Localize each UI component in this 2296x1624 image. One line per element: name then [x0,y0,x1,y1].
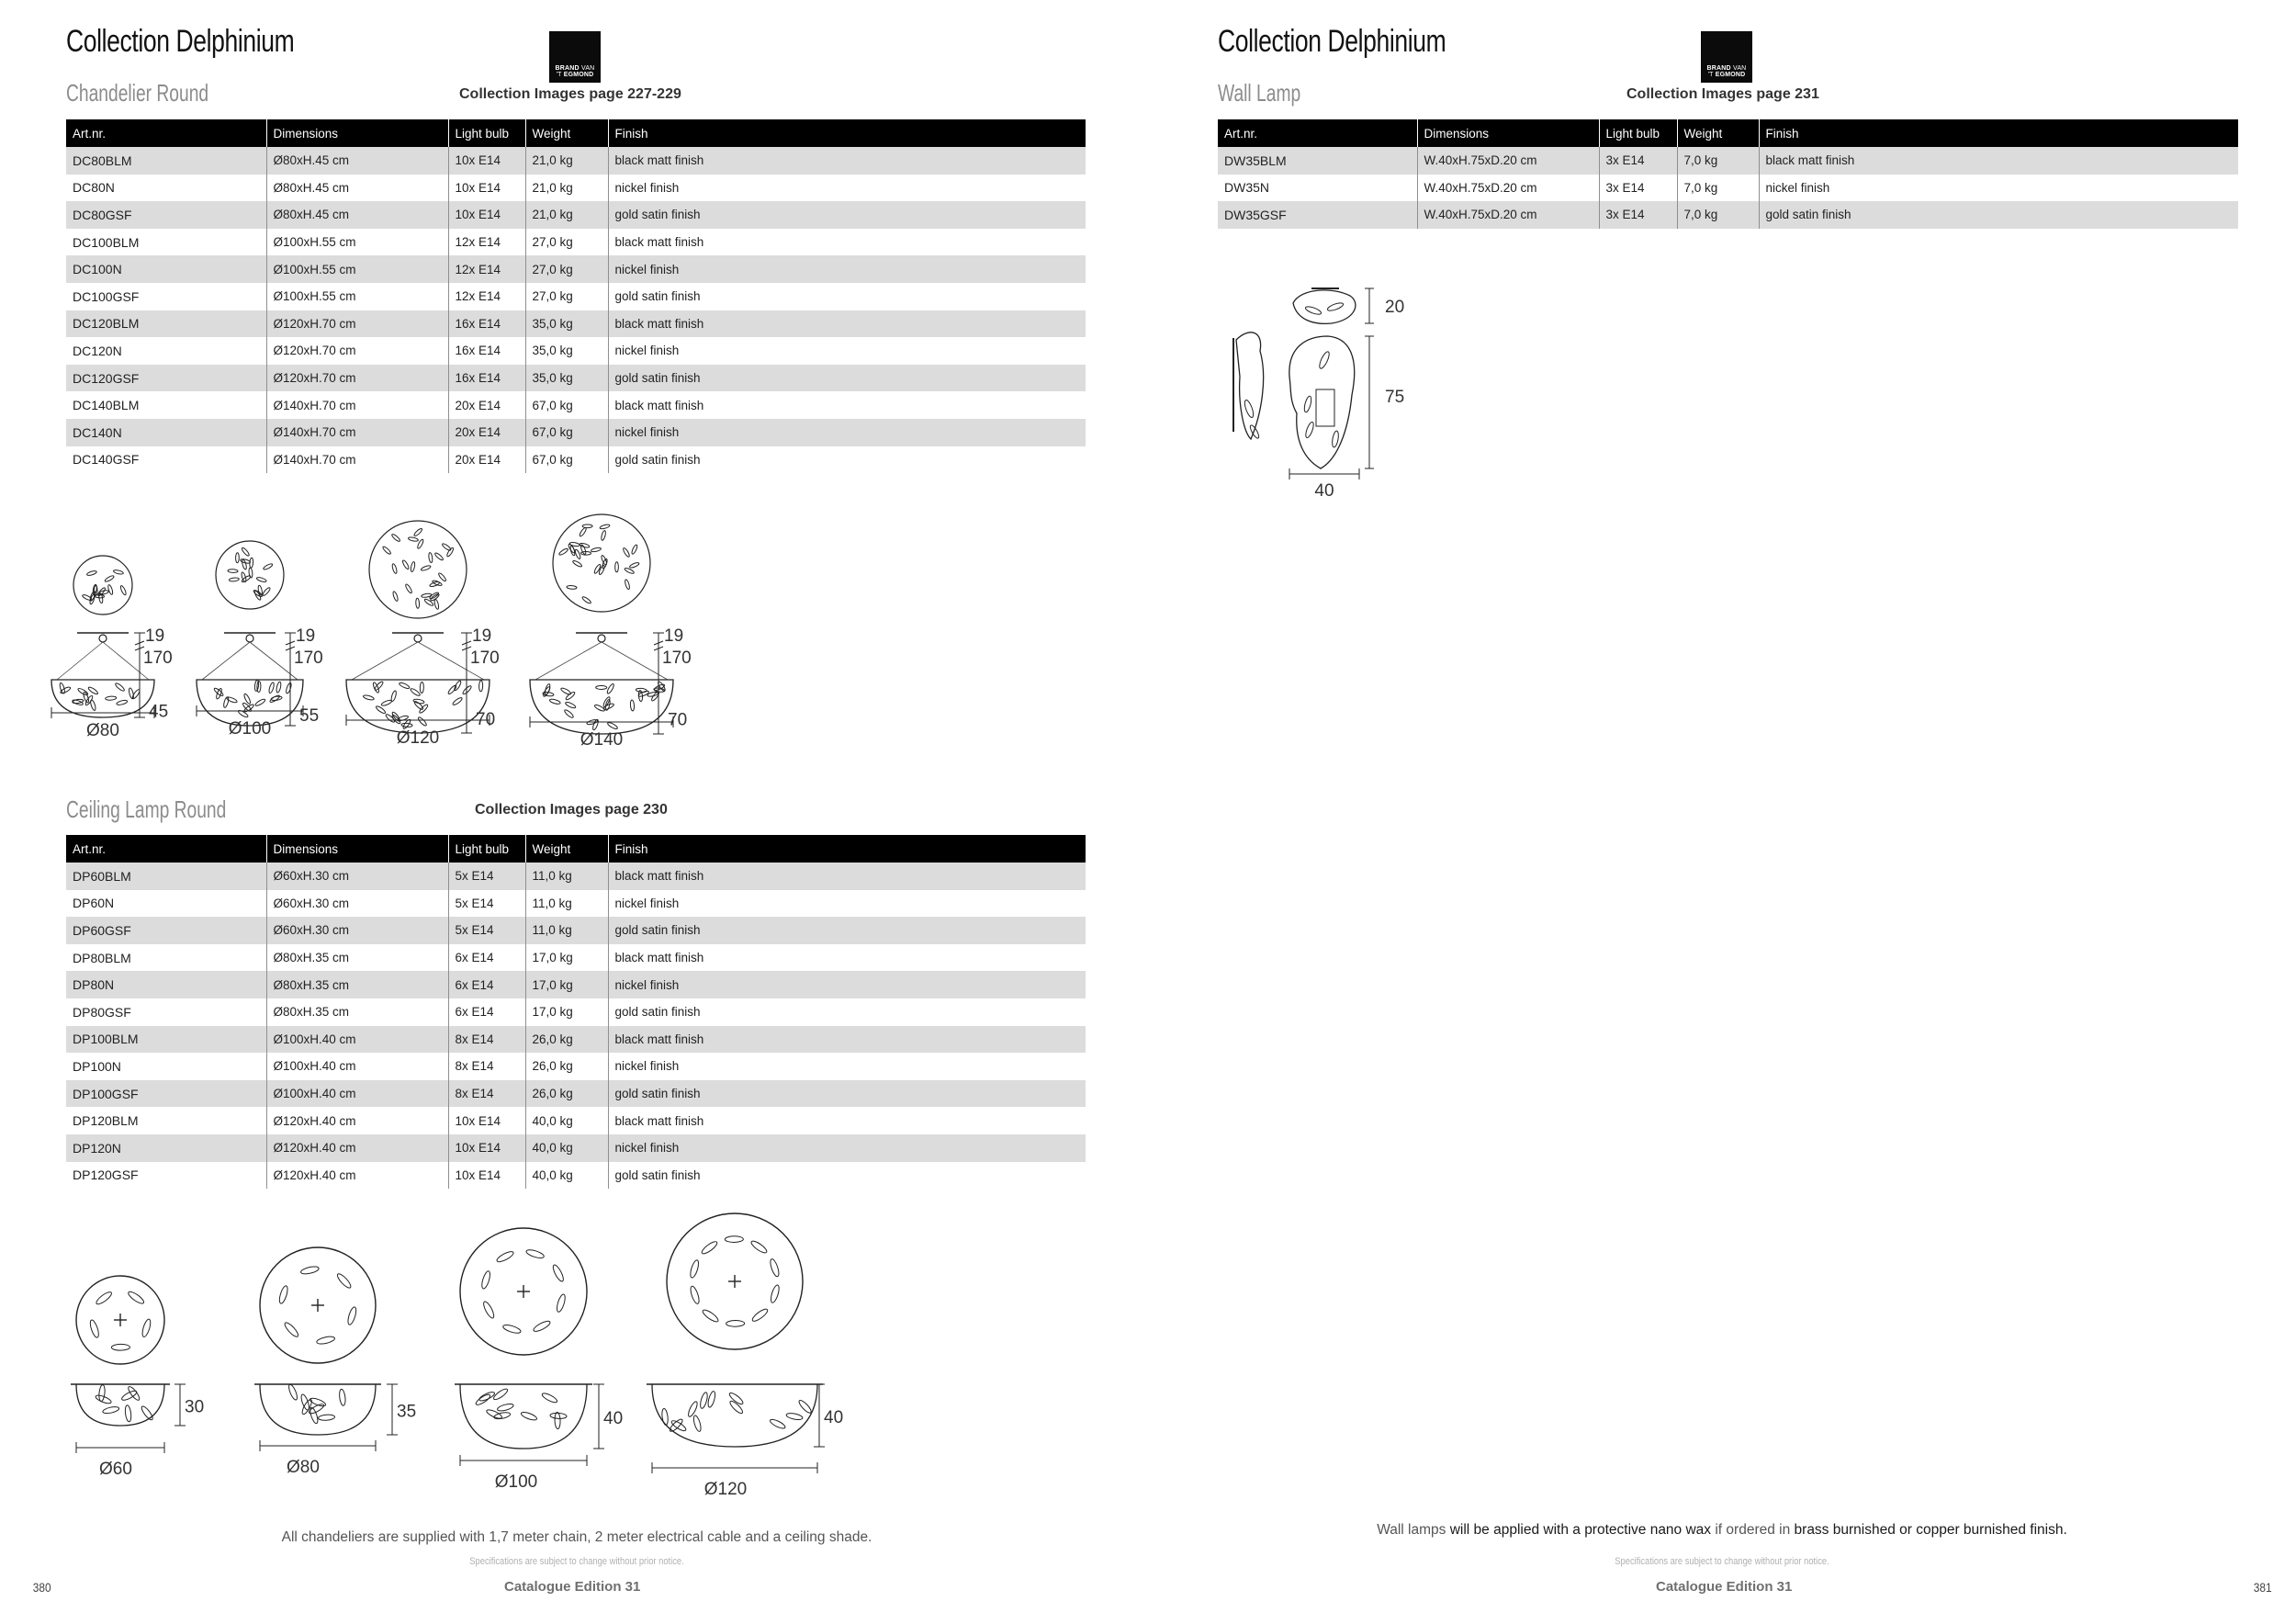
table-cell: black matt finish [608,147,1086,175]
bulb-leaf [692,1415,703,1432]
bulb-leaf [300,1398,313,1415]
table-cell: Ø120xH.40 cm [266,1107,448,1134]
table-cell: 40,0 kg [525,1134,608,1162]
table-cell: 10x E14 [448,1162,525,1190]
ceiling-lamp-drawing-1 [71,1276,204,1479]
table-cell: 27,0 kg [525,229,608,256]
table-header-row [1218,119,2238,147]
side-view-outline [1236,333,1264,439]
table-cell: DC120GSF [66,365,266,392]
table-cell: DW35GSF [1218,201,1417,229]
bulb-leaf [141,1318,152,1337]
dim-label-height: 45 [149,702,169,722]
logo-line2: 'T EGMOND [1707,72,1746,78]
table-cell: Ø100xH.40 cm [266,1053,448,1080]
table-cell: 20x E14 [448,446,525,474]
table-cell: Ø80xH.45 cm [266,147,448,175]
bulb-leaf [687,1401,699,1418]
table-cell: nickel finish [608,1134,1086,1162]
table-cell: Ø60xH.30 cm [266,863,448,890]
table-cell: nickel finish [608,890,1086,918]
bulb-leaf [726,1320,745,1326]
table-cell: 12x E14 [448,283,525,310]
column-header: Art.nr. [66,119,266,147]
table-cell: 10x E14 [448,1134,525,1162]
bulb-leaf [300,1265,320,1275]
table-cell: Ø140xH.70 cm [266,446,448,474]
table-cell: gold satin finish [608,1162,1086,1190]
bulb-leaf [769,1418,786,1430]
table-cell: W.40xH.75xD.20 cm [1417,175,1599,202]
wall-note: Wall lamps will be applied with a protective nano wax if ordered in brass burnished or copper burnished finish. [1377,1522,2067,1538]
table-cell: 67,0 kg [525,446,608,474]
bulb-leaf [699,1392,709,1409]
table-cell: black matt finish [608,944,1086,972]
table-cell: Ø80xH.45 cm [266,175,448,202]
ceiling-subtitle: Ceiling Lamp Round [66,795,227,823]
table-cell: 21,0 kg [525,175,608,202]
table-cell: black matt finish [608,1026,1086,1054]
bulb-leaf [1331,431,1339,448]
table-cell: DP80BLM [66,944,266,972]
table-cell: nickel finish [608,1053,1086,1080]
table-cell: nickel finish [608,175,1086,202]
bulb-leaf [496,1250,515,1264]
dim-label-height: 75 [1385,388,1405,407]
table-row [1218,175,2238,202]
collection-title-left: Collection Delphinium [66,24,295,59]
table-cell: Ø120xH.70 cm [266,337,448,365]
bulb-leaf [551,1264,565,1283]
table-cell: 6x E14 [448,998,525,1026]
bulb-leaf [750,1307,769,1323]
dim-label-top: 19 [145,626,165,646]
column-header: Finish [608,835,1086,863]
bulb-leaf [140,1404,154,1421]
table-cell: 10x E14 [448,201,525,229]
disclaimer-right: Specifications are subject to change without prior notice. [1615,1556,1829,1567]
table-cell: Ø100xH.55 cm [266,283,448,310]
table-cell: DP80N [66,971,266,998]
table-cell: 26,0 kg [525,1026,608,1054]
table-cell: 17,0 kg [525,971,608,998]
table-cell: DC80N [66,175,266,202]
bulb-leaf [309,1407,319,1425]
table-cell: 8x E14 [448,1080,525,1108]
table-cell: 8x E14 [448,1026,525,1054]
column-header: Art.nr. [66,835,266,863]
dim-label-height: 40 [824,1408,844,1427]
bulb-leaf [102,1405,119,1415]
dim-label-diameter: Ø80 [287,1458,320,1477]
table-cell: 21,0 kg [525,147,608,175]
dim-label-height: 70 [668,710,688,730]
bulb-leaf [1303,396,1312,413]
dim-label-height: 35 [397,1402,417,1422]
dim-label-height: 70 [476,710,496,729]
bulb-leaf [335,1272,352,1290]
table-cell: 5x E14 [448,863,525,890]
collection-title-right: Collection Delphinium [1218,24,1446,59]
ceiling-lamp-drawing-3 [455,1228,623,1492]
bulb-leaf [1304,422,1315,439]
table-cell: 26,0 kg [525,1080,608,1108]
column-header: Light bulb [1599,119,1677,147]
table-cell: Ø100xH.55 cm [266,255,448,283]
bulb-leaf [725,1236,743,1243]
table-cell: 67,0 kg [525,391,608,419]
logo-line1: BRAND VAN [1706,65,1747,72]
column-header: Dimensions [266,835,448,863]
bulb-leaf [318,1415,334,1421]
table-row [1218,147,2238,175]
table-cell: 5x E14 [448,917,525,944]
table-cell: gold satin finish [1759,201,2238,229]
table-cell: DC100N [66,255,266,283]
table-cell: DW35N [1218,175,1417,202]
bulb-leaf [701,1308,719,1324]
table-cell: black matt finish [608,863,1086,890]
dim-label-height: 30 [185,1397,205,1417]
dim-label-depth: 20 [1385,298,1405,317]
page-number-right: 381 [2253,1580,2272,1595]
table-cell: DP100N [66,1053,266,1080]
table-cell: DP60BLM [66,863,266,890]
bulb-leaf [525,1248,545,1259]
dim-label-top: 19 [664,626,684,646]
bulb-leaf [1243,399,1255,418]
table-cell: 7,0 kg [1677,201,1759,229]
table-cell: Ø60xH.30 cm [266,917,448,944]
bulb-leaf [480,1270,491,1290]
table-cell: DC140N [66,419,266,446]
table-cell: Ø80xH.35 cm [266,998,448,1026]
table-cell: 26,0 kg [525,1053,608,1080]
column-header: Art.nr. [1218,119,1417,147]
bulb-leaf [124,1405,131,1423]
table-row [1218,201,2238,229]
bulb-leaf [541,1392,558,1404]
bulb-leaf [749,1239,768,1255]
bulb-leaf [278,1285,289,1304]
wall-note-wrap [1148,1522,2296,1539]
table-cell: 17,0 kg [525,944,608,972]
table-cell: 35,0 kg [525,337,608,365]
table-cell: black matt finish [608,229,1086,256]
table-cell: DP100GSF [66,1080,266,1108]
bulb-leaf [770,1284,781,1303]
table-cell: 11,0 kg [525,863,608,890]
disclaimer-left-wrap [0,1556,1154,1567]
table-cell: 3x E14 [1599,147,1677,175]
dim-label-chain: 170 [294,648,323,668]
dim-label-diameter: Ø100 [494,1472,538,1492]
table-cell: Ø100xH.55 cm [266,229,448,256]
table-cell: black matt finish [608,1107,1086,1134]
table-cell: Ø80xH.35 cm [266,944,448,972]
table-cell: DP120N [66,1134,266,1162]
table-cell: black matt finish [608,310,1086,338]
column-header: Dimensions [266,119,448,147]
wall-spec-table [1218,119,2238,229]
bulb-leaf [88,1319,100,1338]
table-cell: DP100BLM [66,1026,266,1054]
table-cell: 40,0 kg [525,1162,608,1190]
table-cell: gold satin finish [608,201,1086,229]
table-cell: DC140BLM [66,391,266,419]
bulb-leaf [299,1393,310,1411]
chandelier-subtitle: Chandelier Round [66,79,209,107]
table-cell: Ø60xH.30 cm [266,890,448,918]
dim-label-height: 40 [603,1409,624,1428]
table-cell: 10x E14 [448,147,525,175]
dim-label-chain: 170 [662,648,692,668]
bulb-leaf [1305,305,1322,316]
table-cell: 16x E14 [448,365,525,392]
ceiling-lamp-drawing-4 [647,1213,843,1499]
column-header: Finish [608,119,1086,147]
table-cell: nickel finish [608,419,1086,446]
dim-label-diameter: Ø100 [228,719,272,739]
bowl-outline [260,1384,376,1435]
table-cell: black matt finish [608,391,1086,419]
table-cell: 3x E14 [1599,201,1677,229]
bulb-leaf [701,1240,719,1256]
table-cell: Ø100xH.40 cm [266,1026,448,1054]
bulb-leaf [482,1301,496,1320]
table-cell: 10x E14 [448,175,525,202]
table-cell: 20x E14 [448,391,525,419]
table-cell: gold satin finish [608,998,1086,1026]
logo-line2: 'T EGMOND [556,72,594,78]
table-cell: 7,0 kg [1677,175,1759,202]
bulb-leaf [95,1291,113,1306]
bulb-leaf [556,1293,567,1313]
dim-label-width: 40 [1314,481,1334,501]
table-cell: 21,0 kg [525,201,608,229]
column-header: Weight [525,835,608,863]
bulb-leaf [493,1411,511,1419]
mount-plate [1316,389,1334,426]
table-cell: nickel finish [608,337,1086,365]
dim-label-diameter: Ø120 [396,728,440,748]
table-cell: DC120N [66,337,266,365]
chandelier-note-wrap [0,1529,1154,1546]
table-cell: W.40xH.75xD.20 cm [1417,201,1599,229]
table-cell: Ø100xH.40 cm [266,1080,448,1108]
table-cell: gold satin finish [608,446,1086,474]
table-cell: 16x E14 [448,310,525,338]
bulb-leaf [502,1324,522,1335]
table-cell: DC140GSF [66,446,266,474]
table-cell: DP120GSF [66,1162,266,1190]
table-cell: DP80GSF [66,998,266,1026]
column-header: Light bulb [448,835,525,863]
table-cell: 17,0 kg [525,998,608,1026]
dim-label-diameter: Ø60 [99,1460,132,1479]
bulb-leaf [346,1306,357,1325]
bulb-leaf [111,1344,129,1350]
bulb-leaf [339,1389,346,1406]
table-cell: W.40xH.75xD.20 cm [1417,147,1599,175]
table-cell: Ø120xH.70 cm [266,365,448,392]
bulb-leaf [689,1285,701,1304]
dim-label-chain: 170 [470,648,500,668]
table-cell: 10x E14 [448,1107,525,1134]
table-cell: 11,0 kg [525,890,608,918]
table-cell: 12x E14 [448,229,525,256]
table-cell: Ø80xH.35 cm [266,971,448,998]
table-cell: DP120BLM [66,1107,266,1134]
table-cell: gold satin finish [608,1080,1086,1108]
table-cell: nickel finish [608,971,1086,998]
catalogue-edition-right: Catalogue Edition 31 [1656,1579,1793,1595]
table-cell: 12x E14 [448,255,525,283]
bulb-leaf [797,1399,813,1415]
bulb-leaf [1318,351,1331,370]
front-view-outline [1289,336,1355,468]
bulb-leaf [520,1411,537,1422]
table-cell: DC100GSF [66,283,266,310]
table-cell: 35,0 kg [525,310,608,338]
dim-label-height: 55 [299,706,320,726]
table-cell: nickel finish [1759,175,2238,202]
bulb-leaf [1249,424,1261,440]
brand-logo-right [1701,31,1752,83]
bulb-leaf [533,1319,552,1333]
catalogue-edition-left: Catalogue Edition 31 [504,1579,641,1595]
table-cell: gold satin finish [608,283,1086,310]
bulb-leaf [707,1391,717,1408]
column-header: Finish [1759,119,2238,147]
ceiling-drawings [0,0,1102,1516]
table-cell: 8x E14 [448,1053,525,1080]
bulb-leaf [127,1290,145,1305]
column-header: Weight [525,119,608,147]
wall-subtitle: Wall Lamp [1218,79,1301,107]
table-cell: 16x E14 [448,337,525,365]
table-cell: DP60N [66,890,266,918]
table-cell: black matt finish [1759,147,2238,175]
column-header: Weight [1677,119,1759,147]
table-cell: Ø140xH.70 cm [266,391,448,419]
bulb-leaf [1327,301,1345,312]
table-cell: gold satin finish [608,917,1086,944]
table-cell: 6x E14 [448,944,525,972]
bulb-leaf [661,1408,669,1426]
disclaimer-right-wrap [1148,1556,2296,1567]
table-cell: DC100BLM [66,229,266,256]
table-cell: nickel finish [608,255,1086,283]
column-header: Light bulb [448,119,525,147]
table-cell: DC120BLM [66,310,266,338]
table-cell: 6x E14 [448,971,525,998]
table-cell: 67,0 kg [525,419,608,446]
table-cell: 27,0 kg [525,255,608,283]
table-cell: 7,0 kg [1677,147,1759,175]
table-cell: 35,0 kg [525,365,608,392]
bulb-leaf [786,1412,804,1420]
table-cell: Ø120xH.40 cm [266,1134,448,1162]
dim-label-top: 19 [472,626,492,646]
top-view-outline [1293,290,1356,323]
table-cell: DC80BLM [66,147,266,175]
ceiling-images-ref: Collection Images page 230 [475,802,668,818]
table-cell: 20x E14 [448,419,525,446]
logo-line1: BRAND VAN [555,65,595,72]
bulb-leaf [689,1259,700,1279]
bulb-leaf [769,1258,781,1278]
table-cell: Ø80xH.45 cm [266,201,448,229]
disclaimer-left: Specifications are subject to change without prior notice. [469,1556,684,1567]
bulb-leaf [287,1383,298,1401]
wall-images-ref: Collection Images page 231 [1626,86,1819,102]
table-cell: Ø120xH.40 cm [266,1162,448,1190]
table-cell: DW35BLM [1218,147,1417,175]
bulb-leaf [283,1321,299,1338]
dim-label-chain: 170 [143,648,173,668]
dim-label-diameter: Ø120 [703,1480,748,1499]
table-cell: 40,0 kg [525,1107,608,1134]
column-header: Dimensions [1417,119,1599,147]
table-cell: Ø120xH.70 cm [266,310,448,338]
dim-label-diameter: Ø140 [580,730,624,750]
table-cell: 5x E14 [448,890,525,918]
dim-label-top: 19 [296,626,316,646]
table-cell: 27,0 kg [525,283,608,310]
chandelier-images-ref: Collection Images page 227-229 [459,86,681,102]
bulb-leaf [497,1403,514,1412]
dim-label-diameter: Ø80 [86,721,119,740]
page-number-left: 380 [32,1580,51,1595]
table-cell: 3x E14 [1599,175,1677,202]
ceiling-lamp-drawing-2 [254,1247,416,1477]
bulb-leaf [555,1412,561,1428]
table-cell: DP60GSF [66,917,266,944]
table-cell: gold satin finish [608,365,1086,392]
chandelier-note: All chandeliers are supplied with 1,7 meter chain, 2 meter electrical cable and a ceiling shade. [281,1529,872,1545]
bulb-leaf [316,1336,335,1346]
bulb-leaf [98,1384,106,1402]
table-cell: DC80GSF [66,201,266,229]
wall-lamp-drawing [1212,276,1451,505]
table-cell: 11,0 kg [525,917,608,944]
table-cell: Ø140xH.70 cm [266,419,448,446]
